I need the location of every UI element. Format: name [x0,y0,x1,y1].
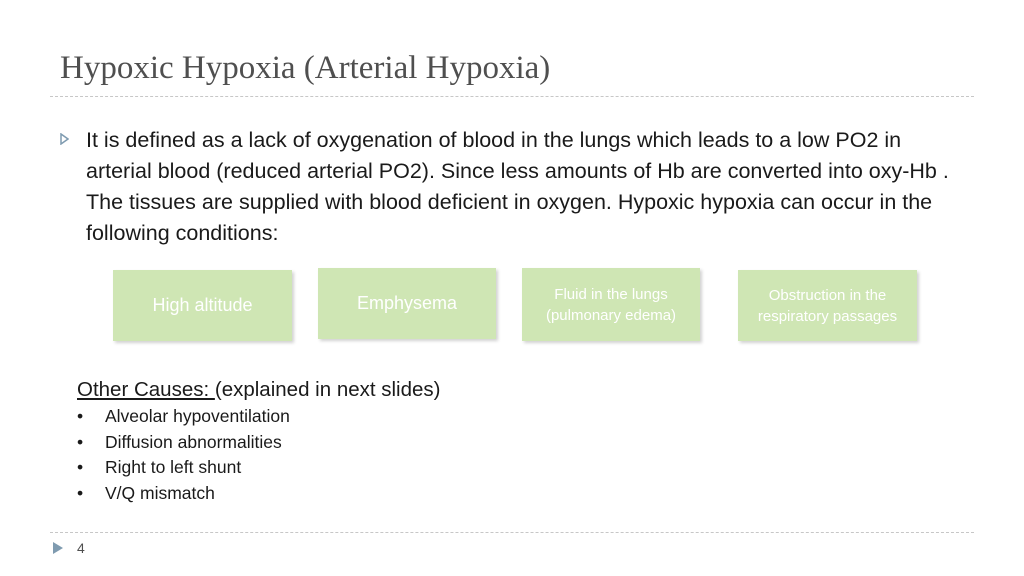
other-causes-heading [77,376,677,404]
bullet-dot: • [77,482,84,503]
other-causes-heading-underlined: Other Causes: [77,378,215,401]
cause-text: Alveolar hypoventilation [105,406,290,426]
bullet-triangle-icon [60,125,86,249]
condition-label-line1: Fluid in the lungs [554,285,668,303]
condition-box-emphysema [318,268,496,339]
bullet-dot: • [77,457,84,477]
condition-box-obstruction [738,270,917,341]
condition-label: High altitude [152,295,253,315]
condition-label-line2: (pulmonary edema) [545,306,677,324]
condition-label-line1: Obstruction in the [768,286,887,304]
list-item [77,481,677,507]
list-item [77,455,677,481]
list-item [77,404,677,430]
other-causes-section [77,376,677,506]
footer-divider [50,532,974,533]
page-number: 4 [77,540,85,556]
list-item [77,430,677,456]
definition-text: It is defined as a lack of oxygenation of blood in the lungs which leads to a low PO2 in arterial blood (reduced arterial PO2). Since less amounts of Hb are converted into oxy-Hb . The tissues are supplied with blood deficient in oxygen. Hypoxic hypoxia can occur in the following conditions: [86,128,949,245]
condition-label-line2: respiratory passages [757,307,898,325]
other-causes-heading-note: (explained in next slides) [214,378,441,401]
definition-bullet [60,125,965,249]
title-divider [50,96,974,97]
cause-text: V/Q mismatch [105,482,215,503]
condition-label: Emphysema [356,293,458,313]
condition-box-pulmonary-edema [522,268,700,341]
footer-triangle-icon [52,541,64,560]
cause-text: Diffusion abnormalities [105,431,282,452]
slide-title: Hypoxic Hypoxia (Arterial Hypoxia) [60,50,551,86]
condition-box-high-altitude [113,270,292,341]
bullet-dot: • [77,431,84,452]
cause-text: Right to left shunt [105,457,242,477]
other-causes-list [77,404,677,506]
bullet-dot: • [77,406,84,426]
